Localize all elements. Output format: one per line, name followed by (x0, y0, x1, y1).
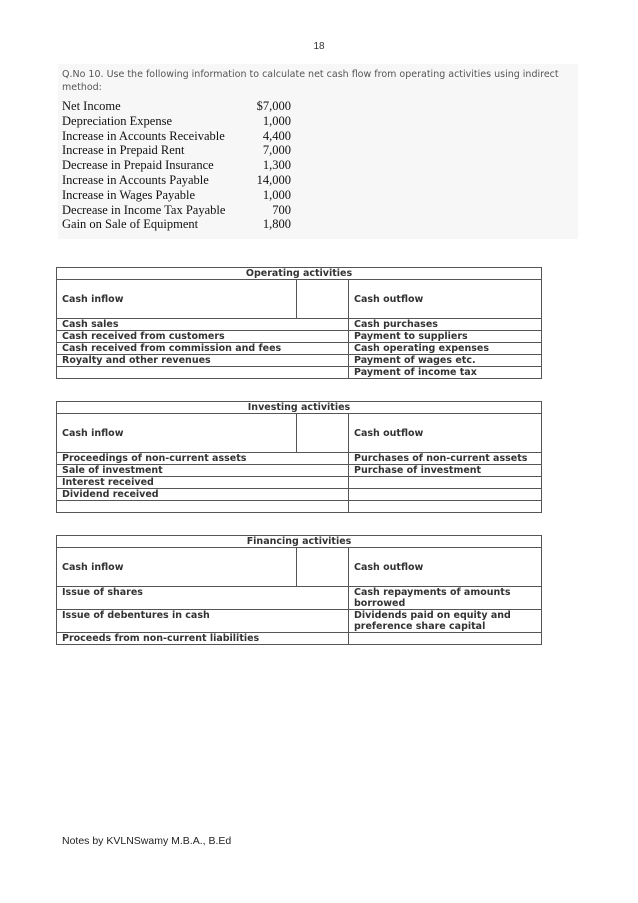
given-item-value: 1,000 (262, 113, 291, 128)
financing-outflow-item: Dividends paid on equity and preference share capital (349, 610, 542, 633)
investing-inflow-header: Cash inflow (57, 414, 297, 453)
financing-outflow-item (349, 633, 542, 645)
given-item-row (62, 114, 291, 129)
given-item-row (62, 143, 291, 158)
financing-outflow-header: Cash outflow (349, 548, 542, 587)
operating-inflow-item: Cash sales (57, 319, 349, 331)
investing-outflow-item (349, 501, 542, 513)
given-item-label: Increase in Prepaid Rent (62, 143, 185, 158)
operating-inflow-item: Cash received from customers (57, 331, 349, 343)
financing-outflow-item: Cash repayments of amounts borrowed (349, 587, 542, 610)
given-item-label: Depreciation Expense (62, 113, 173, 128)
investing-inflow-item: Interest received (57, 477, 349, 489)
investing-outflow-item: Purchase of investment (349, 465, 542, 477)
given-item-row (62, 188, 291, 203)
operating-outflow-item: Payment of wages etc. (349, 355, 542, 367)
given-item-value: 7,000 (262, 143, 291, 158)
footer-note: Notes by KVLNSwamy M.B.A., B.Ed (62, 835, 232, 847)
investing-inflow-item: Sale of investment (57, 465, 349, 477)
given-information-table (62, 99, 291, 232)
operating-activities-table (56, 267, 542, 379)
given-item-label: Increase in Wages Payable (62, 187, 196, 202)
question-text: Q.No 10. Use the following information to calculate net cash flow from operating activities using indirect method: (62, 69, 559, 93)
operating-inflow-item: Cash received from commission and fees (57, 343, 349, 355)
investing-outflow-item (349, 477, 542, 489)
given-item-value: 14,000 (256, 172, 291, 187)
given-item-row (62, 217, 291, 232)
financing-activities-table (56, 535, 542, 645)
operating-outflow-item: Payment of income tax (349, 367, 542, 379)
given-item-value: 1,800 (262, 217, 291, 232)
given-item-value: 4,400 (262, 128, 291, 143)
operating-inflow-header: Cash inflow (57, 280, 297, 319)
operating-outflow-item: Payment to suppliers (349, 331, 542, 343)
given-item-row (62, 203, 291, 218)
given-item-row (62, 129, 291, 144)
operating-inflow-item: Royalty and other revenues (57, 355, 349, 367)
given-item-label: Net Income (62, 99, 121, 113)
investing-activities-table (56, 401, 542, 513)
given-item-value: 1,300 (262, 158, 291, 173)
given-item-row (62, 99, 291, 114)
operating-title: Operating activities (57, 268, 542, 280)
financing-inflow-header: Cash inflow (57, 548, 297, 587)
investing-inflow-item: Proceedings of non-current assets (57, 453, 349, 465)
financing-inflow-item: Proceeds from non-current liabilities (57, 633, 349, 645)
given-item-row (62, 158, 291, 173)
investing-inflow-item (57, 501, 349, 513)
given-item-label: Gain on Sale of Equipment (62, 217, 199, 232)
investing-outflow-header: Cash outflow (349, 414, 542, 453)
given-item-label: Decrease in Income Tax Payable (62, 202, 226, 217)
investing-outflow-item: Purchases of non-current assets (349, 453, 542, 465)
investing-title: Investing activities (57, 402, 542, 414)
given-item-value: 700 (272, 202, 291, 217)
investing-outflow-item (349, 489, 542, 501)
investing-inflow-item: Dividend received (57, 489, 349, 501)
given-item-value: $7,000 (256, 99, 291, 113)
given-item-label: Increase in Accounts Payable (62, 172, 209, 187)
given-item-value: 1,000 (262, 187, 291, 202)
given-item-label: Increase in Accounts Receivable (62, 128, 225, 143)
given-item-label: Decrease in Prepaid Insurance (62, 158, 214, 173)
operating-outflow-item: Cash operating expenses (349, 343, 542, 355)
financing-title: Financing activities (57, 536, 542, 548)
financing-inflow-item: Issue of shares (57, 587, 349, 610)
operating-outflow-header: Cash outflow (349, 280, 542, 319)
page-number: 18 (313, 41, 325, 52)
operating-inflow-item (57, 367, 349, 379)
given-item-row (62, 173, 291, 188)
operating-outflow-item: Cash purchases (349, 319, 542, 331)
financing-inflow-item: Issue of debentures in cash (57, 610, 349, 633)
